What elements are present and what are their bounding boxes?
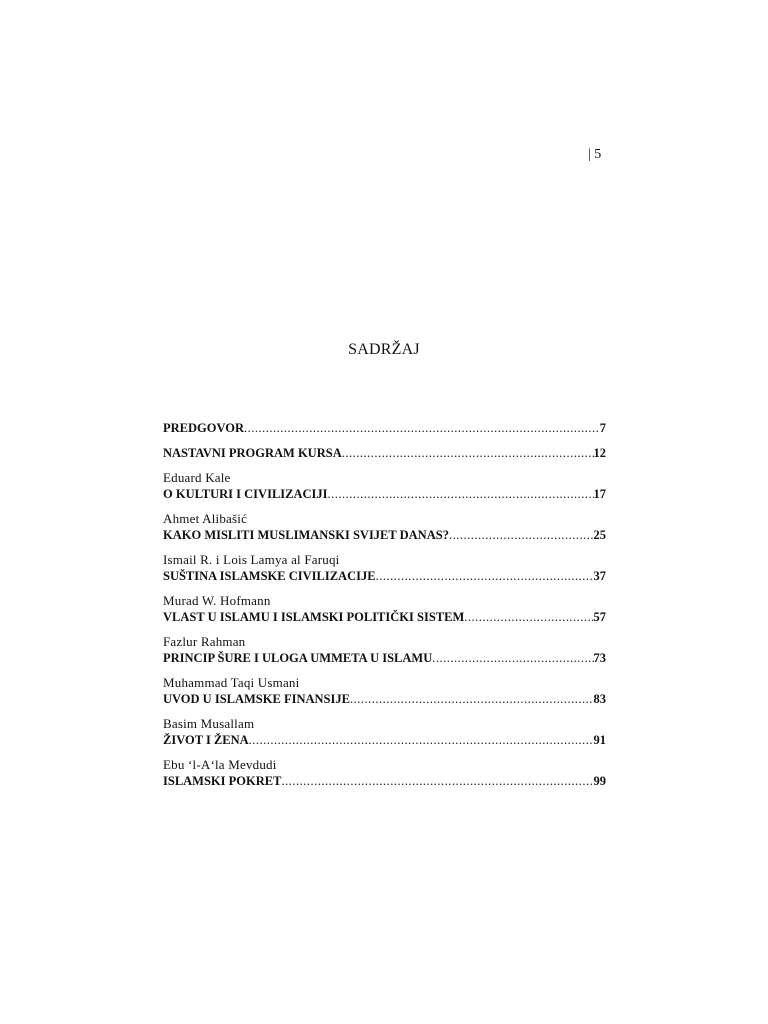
toc-line[interactable] — [163, 527, 606, 543]
toc-entry — [163, 716, 606, 748]
toc-author: Ismail R. i Lois Lamya al Faruqi — [163, 552, 340, 567]
toc-author: Eduard Kale — [163, 470, 231, 485]
toc-line[interactable] — [163, 732, 606, 748]
toc-author: Fazlur Rahman — [163, 634, 246, 649]
toc-line[interactable] — [163, 691, 606, 707]
toc-line[interactable] — [163, 486, 606, 502]
toc-line[interactable] — [163, 420, 606, 436]
toc-page: 73 — [593, 651, 606, 665]
toc-title: NASTAVNI PROGRAM KURSA — [163, 446, 342, 460]
toc-title: PRINCIP ŠURE I ULOGA UMMETA U ISLAMU — [163, 651, 433, 665]
dot-leader — [464, 609, 593, 625]
toc-line[interactable] — [163, 773, 606, 789]
toc-title: PREDGOVOR — [163, 421, 244, 435]
dot-leader — [432, 650, 593, 666]
page-title: SADRŽAJ — [348, 341, 420, 358]
toc-page: 83 — [593, 692, 606, 706]
toc-entry — [163, 445, 606, 461]
dot-leader — [342, 445, 594, 461]
toc-title: KAKO MISLITI MUSLIMANSKI SVIJET DANAS? — [163, 528, 449, 542]
toc-author: Ahmet Alibašić — [163, 511, 248, 526]
toc-line[interactable] — [163, 568, 606, 584]
dot-leader — [376, 568, 594, 584]
toc-entry — [163, 634, 606, 666]
toc-title: SUŠTINA ISLAMSKE CIVILIZACIJE — [163, 569, 376, 583]
toc-page: 25 — [593, 528, 606, 542]
toc-entry — [163, 420, 606, 436]
toc-line[interactable] — [163, 609, 606, 625]
toc-entry — [163, 470, 606, 502]
toc-page: 12 — [593, 446, 606, 460]
toc-page: 17 — [593, 487, 606, 501]
toc-author: Muhammad Taqi Usmani — [163, 675, 300, 690]
toc-page: 37 — [593, 569, 606, 583]
toc-author: Murad W. Hofmann — [163, 593, 271, 608]
table-of-contents — [163, 420, 606, 798]
dot-leader — [350, 691, 594, 707]
toc-author: Basim Musallam — [163, 716, 255, 731]
toc-page: 91 — [593, 733, 606, 747]
toc-entry — [163, 593, 606, 625]
dot-leader — [244, 420, 600, 436]
toc-author: Ebu ‘l-A‘la Mevdudi — [163, 757, 277, 772]
toc-title: VLAST U ISLAMU I ISLAMSKI POLITIČKI SISTEM — [163, 610, 465, 624]
toc-title: ISLAMSKI POKRET — [163, 774, 282, 788]
toc-title: O KULTURI I CIVILIZACIJI — [163, 487, 328, 501]
page-number: | 5 — [588, 147, 602, 162]
toc-title: UVOD U ISLAMSKE FINANSIJE — [163, 692, 350, 706]
toc-entry — [163, 552, 606, 584]
toc-entry — [163, 511, 606, 543]
dot-leader — [328, 486, 594, 502]
dot-leader — [281, 773, 593, 789]
toc-page: 99 — [593, 774, 606, 788]
toc-line[interactable] — [163, 650, 606, 666]
toc-title: ŽIVOT I ŽENA — [163, 733, 249, 747]
dot-leader — [449, 527, 594, 543]
toc-entry — [163, 675, 606, 707]
toc-page: 7 — [599, 421, 606, 435]
dot-leader — [249, 732, 594, 748]
toc-page: 57 — [593, 610, 606, 624]
toc-line[interactable] — [163, 445, 606, 461]
toc-entry — [163, 757, 606, 789]
